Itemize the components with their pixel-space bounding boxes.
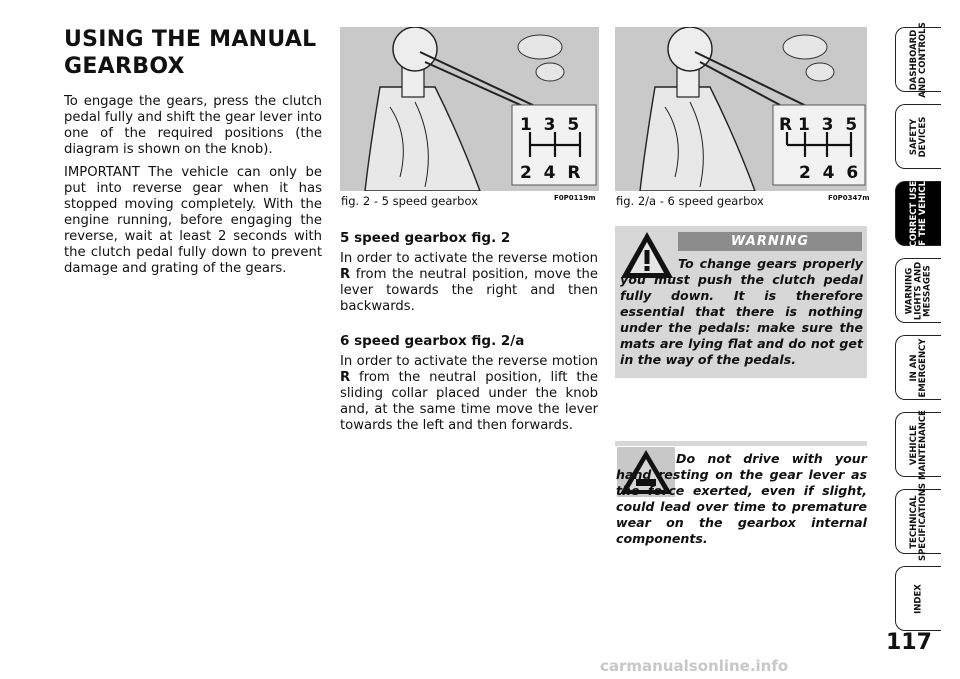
intro-column <box>64 26 322 284</box>
text-part: from the neutral position, move the lever towards the right and then backwards. <box>340 267 598 314</box>
tab-label <box>910 116 928 157</box>
figure-caption: fig. 2 - 5 speed gearbox <box>341 194 478 208</box>
reverse-symbol: R <box>340 267 351 282</box>
page-number: 117 <box>886 630 932 655</box>
tab-label-line: VEHICLE <box>908 424 919 465</box>
tab-label-line: LIGHTS AND <box>913 261 923 320</box>
instructions-column <box>340 230 598 441</box>
page-title-line2: GEARBOX <box>64 54 185 79</box>
tab-label <box>914 584 923 614</box>
watermark: carmanualsonline.info <box>600 657 789 675</box>
tab-label-line: DASHBOARD <box>908 29 919 90</box>
tab-label-line: AND CONTROLS <box>917 21 928 98</box>
page-title-line1: USING THE MANUAL <box>64 27 317 52</box>
warning-text: To change gears properly you must push the clutch pedal fully down. It is therefore essential that there is nothing under the pedals: make sure the mats are lying flat and do not get in the way of the pedals. <box>620 256 863 367</box>
tab-safety-devices[interactable] <box>895 104 941 169</box>
figure-code: F0P0119m <box>554 194 596 202</box>
tab-label-line: OF THE VEHICLE <box>917 174 928 253</box>
tab-technical-specifications[interactable] <box>895 482 941 561</box>
figure-caption: fig. 2/a - 6 speed gearbox <box>616 194 764 208</box>
tab-warning-lights-and-messages[interactable] <box>895 258 941 323</box>
tab-label-line: TECHNICAL <box>908 494 919 549</box>
tab-label <box>910 482 928 560</box>
shift-pattern-top: 1 3 5 <box>520 115 580 135</box>
tab-label-line: IN AN <box>908 354 919 381</box>
six-speed-heading: 6 speed gearbox fig. 2/a <box>340 333 525 349</box>
figure-6-speed-gearbox <box>615 27 867 191</box>
text-part: In order to activate the reverse motion <box>340 354 598 369</box>
reverse-symbol: R <box>340 370 351 385</box>
note-text: Do not drive with your hand resting on the gear lever as the force exerted, even if slight, could lead over time to premature wear on the gearbox internal components. <box>616 451 867 546</box>
six-speed-text <box>340 354 598 434</box>
tab-label-line: CORRECT USE <box>908 180 919 247</box>
intro-paragraph: To engage the gears, press the clutch pedal fully and shift the gear lever into one of the required positions (the diagram is shown on the knob). <box>64 94 322 157</box>
tab-dashboard-and-controls[interactable] <box>895 21 941 98</box>
warning-label: WARNING <box>678 232 862 251</box>
tab-label-line: DEVICES <box>917 116 928 157</box>
tab-label-line: EMERGENCY <box>917 338 928 397</box>
text-part: from the neutral position, lift the sliding collar placed under the knob and, at the same time move the lever towards the left and then forwards. <box>340 370 598 433</box>
important-paragraph: IMPORTANT The vehicle can only be put into reverse gear when it has stopped moving completely. With the engine running, before engaging the reverse, wait at least 2 seconds with the clutch pedal fully down to prevent damage and grating of the gears. <box>64 165 322 276</box>
tab-label-line: INDEX <box>913 583 923 614</box>
shift-pattern-bottom: 2 4 R <box>520 163 581 183</box>
page-title <box>64 26 322 80</box>
tab-label-line: SAFETY <box>908 118 919 155</box>
five-speed-text <box>340 251 598 315</box>
tab-label <box>905 261 932 319</box>
shift-pattern-top: R 1 3 5 <box>779 115 858 135</box>
figure-code: F0P0347m <box>828 194 870 202</box>
tab-label-line: MAINTENANCE <box>917 409 928 480</box>
tab-vehicle-maintenance[interactable] <box>895 409 941 480</box>
tab-label-line: WARNING <box>904 267 914 314</box>
figure-5-speed-gearbox <box>340 27 599 191</box>
tab-label-line: MESSAGES <box>922 264 932 317</box>
tab-in-an-emergency[interactable] <box>895 335 941 400</box>
tab-label <box>910 410 928 480</box>
tab-correct-use-of-the-vehicle[interactable] <box>895 174 941 253</box>
tab-label <box>910 175 928 253</box>
tab-label-line: SPECIFICATIONS <box>917 482 928 561</box>
shift-pattern-bottom: 2 4 6 <box>799 163 859 183</box>
tab-label <box>910 338 928 397</box>
five-speed-heading: 5 speed gearbox fig. 2 <box>340 230 511 246</box>
text-part: In order to activate the reverse motion <box>340 251 598 266</box>
note-box-top-bar <box>615 441 867 446</box>
tab-index[interactable] <box>895 566 941 631</box>
tab-label <box>910 22 928 97</box>
